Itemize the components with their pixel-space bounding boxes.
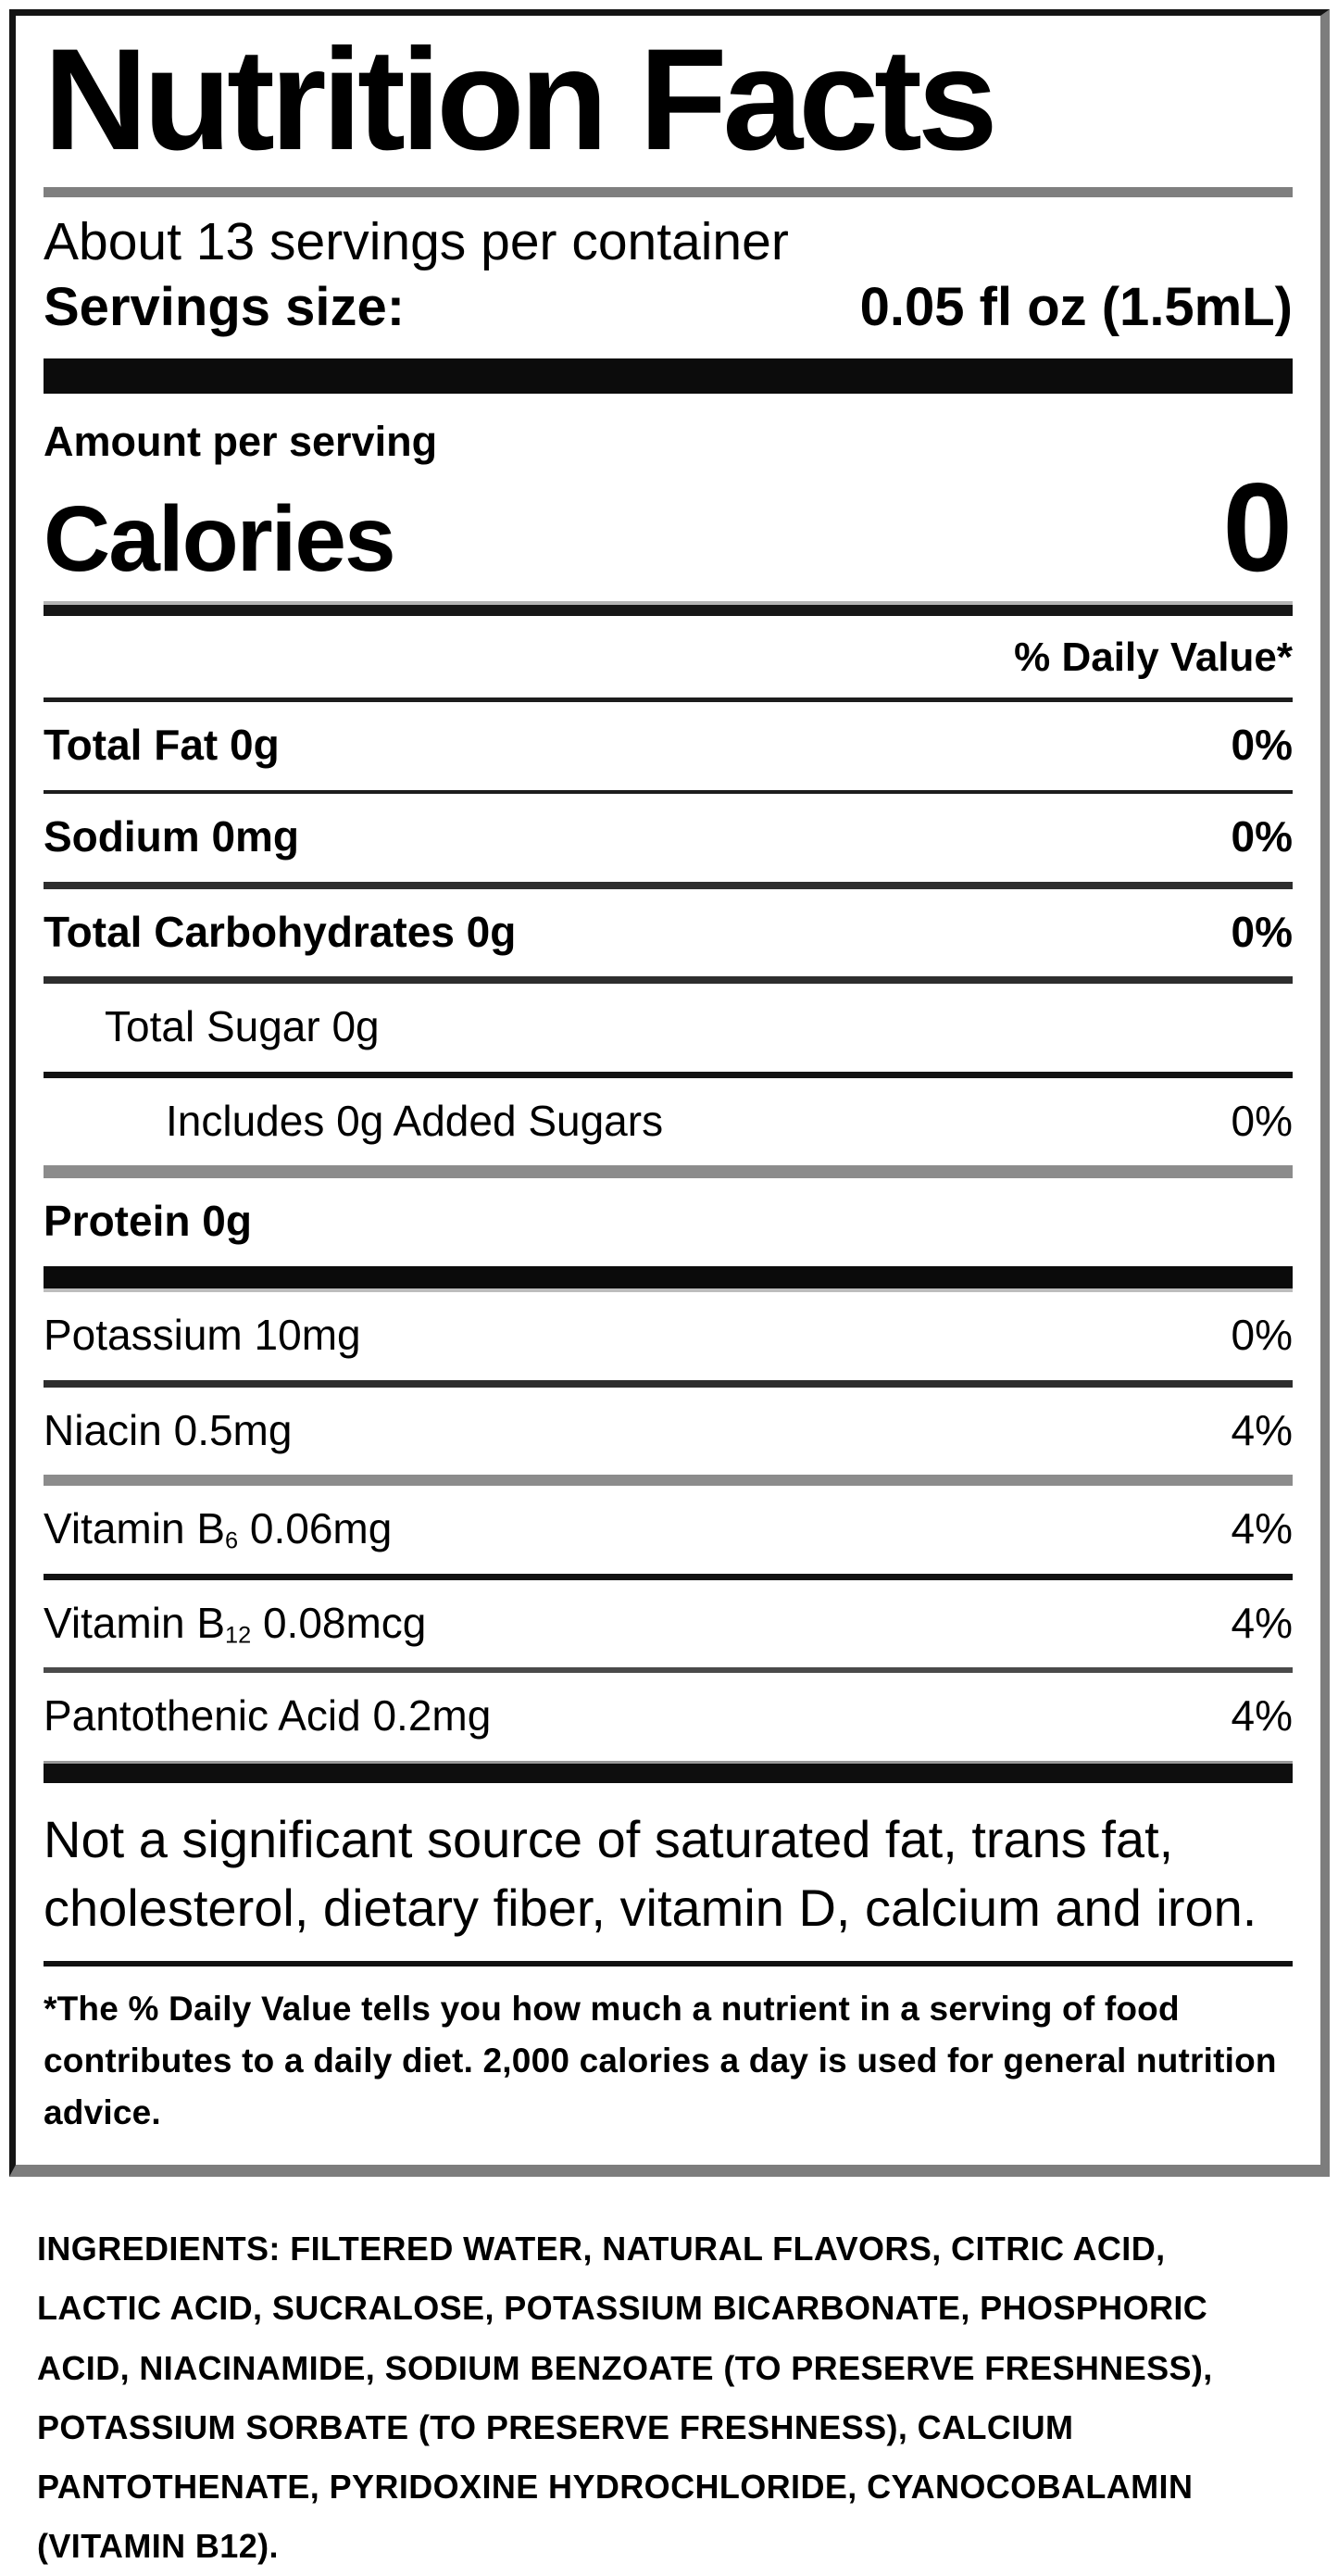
calories-row: [44, 457, 1293, 598]
not-significant-note: Not a significant source of saturated fat, trans fat, cholesterol, dietary fiber, vitamin D, calcium and iron.: [44, 1809, 1257, 1937]
calories-label: Calories: [44, 487, 394, 592]
nutrient-name: Includes 0g Added Sugars: [166, 1096, 664, 1145]
nutrient-row-vitamin-b6: [44, 1486, 1293, 1574]
amount-per-serving-label: Amount per serving: [44, 418, 438, 466]
divider-gray: [44, 1475, 1293, 1486]
divider: [44, 1072, 1293, 1078]
nutrient-row-total-fat: [44, 702, 1293, 790]
nutrient-row-niacin: [44, 1388, 1293, 1476]
nutrient-name: Total Carbohydrates 0g: [44, 907, 517, 956]
nutrient-daily-value: 0%: [1231, 907, 1293, 956]
nutrient-daily-value: 4%: [1231, 1691, 1293, 1740]
nutrient-row-protein: [44, 1178, 1293, 1266]
nutrient-name: Niacin 0.5mg: [44, 1405, 293, 1454]
divider: [44, 1574, 1293, 1580]
nutrient-row-added-sugars: [44, 1078, 1293, 1166]
nutrient-daily-value: 0%: [1231, 1096, 1293, 1145]
nutrient-name: Protein 0g: [44, 1197, 252, 1246]
nutrient-name: Total Fat 0g: [44, 721, 280, 770]
nutrient-daily-value: 0%: [1231, 811, 1293, 861]
serving-size-value: 0.05 fl oz (1.5mL): [859, 276, 1293, 337]
nutrient-name: [44, 1505, 392, 1552]
divider: [44, 1380, 1293, 1388]
vitamin-b6-subscript: 6: [225, 1527, 239, 1554]
nutrient-daily-value: 4%: [1231, 1598, 1293, 1647]
vitamin-b6-amount: 0.06mg: [238, 1504, 393, 1553]
nutrient-name: Total Sugar 0g: [105, 1002, 380, 1051]
vitamin-b12-amount: 0.08mcg: [251, 1598, 427, 1647]
vitamin-b12-text: Vitamin B: [44, 1598, 226, 1647]
nutrient-name: Potassium 10mg: [44, 1310, 361, 1359]
divider: [44, 882, 1293, 889]
nutrient-daily-value: 4%: [1231, 1405, 1293, 1454]
title-divider-bar: [44, 187, 1293, 197]
nutrient-row-pantothenic-acid: [44, 1673, 1293, 1761]
vitamin-b12-subscript: 12: [225, 1622, 252, 1649]
serving-size-label: Servings size:: [44, 276, 406, 337]
nutrient-name: [44, 1600, 426, 1647]
daily-value-footnote: *The % Daily Value tells you how much a nutrient in a serving of food contributes to a daily diet. 2,000 calories a day is used for general nutrition advice.: [44, 1989, 1277, 2132]
ingredients-list: INGREDIENTS: FILTERED WATER, NATURAL FLAVORS, CITRIC ACID, LACTIC ACID, SUCRALOSE, POTASSIUM BICARBONATE, PHOSPHORIC ACID, NIACINAMIDE, SODIUM BENZOATE (TO PRESERVE FRESHNESS), POTASSIUM SORBATE (TO PRESERVE FRESHNESS), CALCIUM PANTOTHENATE, PYRIDOXINE HYDROCHLORIDE, CYANOCOBALAMIN (VITAMIN B12).: [37, 2230, 1213, 2565]
serving-size-row: [44, 277, 1293, 339]
vitamin-b6-text: Vitamin B: [44, 1504, 226, 1553]
divider: [44, 976, 1293, 984]
calories-value: 0: [1222, 457, 1293, 598]
divider-gray: [44, 1165, 1293, 1178]
nutrient-row-sodium: [44, 794, 1293, 882]
nutrient-daily-value: 0%: [1231, 721, 1293, 770]
divider: [44, 1961, 1293, 1967]
nutrient-name: Pantothenic Acid 0.2mg: [44, 1691, 492, 1740]
thick-divider-bar: [44, 358, 1293, 394]
nutrient-row-total-carbohydrates: [44, 889, 1293, 977]
servings-per-container: About 13 servings per container: [44, 212, 789, 272]
nutrient-row-vitamin-b12: [44, 1580, 1293, 1668]
thick-divider-bar: [44, 1761, 1293, 1783]
nutrition-facts-panel: [9, 9, 1330, 2177]
nutrient-daily-value: 0%: [1231, 1310, 1293, 1359]
thick-divider-bar: [44, 1266, 1293, 1292]
nutrient-name: Sodium 0mg: [44, 811, 300, 861]
calories-divider-bar: [44, 601, 1293, 616]
nutrient-row-total-sugar: [44, 984, 1293, 1072]
daily-value-header: % Daily Value*: [1014, 635, 1293, 681]
nutrient-row-potassium: [44, 1292, 1293, 1380]
nutrient-daily-value: 4%: [1231, 1504, 1293, 1553]
nutrition-facts-title: Nutrition Facts: [44, 19, 994, 181]
